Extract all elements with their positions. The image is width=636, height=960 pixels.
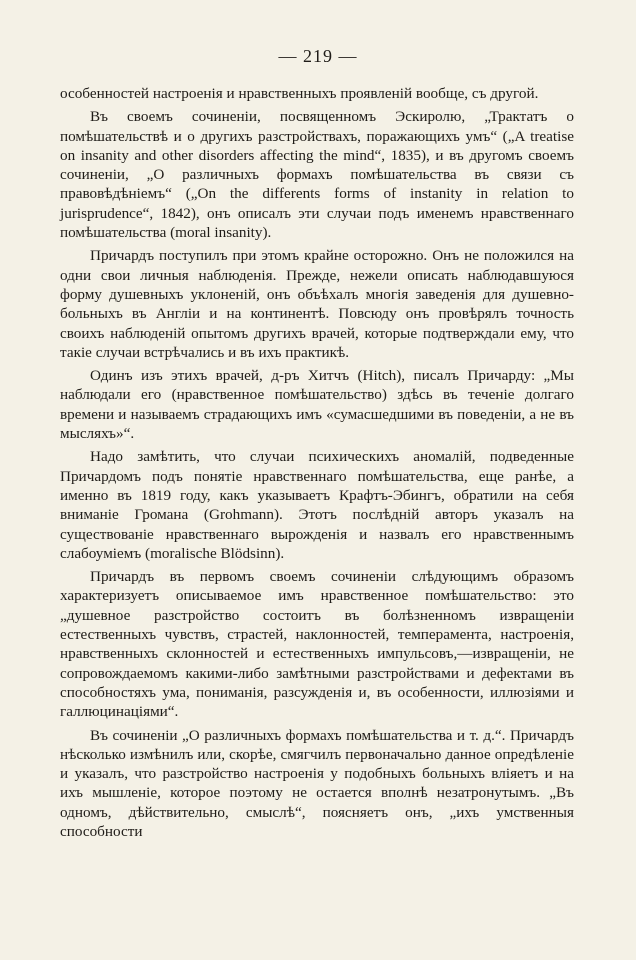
paragraph: Надо замѣтить, что случаи психическихъ аномалій, подведенные Причардомъ подъ понятіе нравственнаго помѣшательства, еще ранѣе, а именно въ 1819 году, какъ указываетъ Крафтъ-Эбингъ, обратили на себя вниманіе Громана (Grohmann). Этотъ послѣдній авторъ указалъ на существованіе нравственнаго вырожденія и назвалъ его нравственнымъ слабоуміемъ (moralische Blödsinn).: [60, 448, 574, 562]
body-text: [60, 84, 574, 845]
page-number: — 219 —: [278, 46, 358, 66]
paragraph: Причардъ поступилъ при этомъ крайне осторожно. Онъ не положился на одни свои личныя наблюденія. Прежде, нежели описать наблюдавшуюся форму душевныхъ уклоненій, онъ объѣхалъ многія заведенія для душевно-больныхъ въ Англіи и на континентѣ. Повсюду онъ провѣрялъ точность своихъ наблюденій опытомъ другихъ врачей, которые подтверждали ему, что такіе случаи встрѣчались и въ ихъ практикѣ.: [60, 247, 574, 361]
paragraph-continuation: особенностей настроенія и нравственныхъ проявленій вообще, съ другой.: [60, 85, 539, 102]
paragraph: Въ сочиненіи „О различныхъ формахъ помѣшательства и т. д.“. Причардъ нѣсколько измѣнилъ или, скорѣе, смягчилъ первоначально данное опредѣленіе и указалъ, что разстройство настроенія у подобныхъ больныхъ вліяетъ и на ихъ мышленіе, которое поэтому не остается вполнѣ незатронутымъ. „Въ одномъ, дѣйствительно, смыслѣ“, поясняетъ онъ, „ихъ умственныя способности: [60, 726, 574, 840]
paragraph: Одинъ изъ этихъ врачей, д-ръ Хитчъ (Hitch), писалъ Причарду: „Мы наблюдали его (нравственное помѣшательство) здѣсь въ теченіе долгаго времени и называемъ страдающихъ имъ «сумасшедшими въ поведеніи, а не въ мысляхъ»“.: [60, 367, 574, 443]
paragraph: Причардъ въ первомъ своемъ сочиненіи слѣдующимъ образомъ характеризуетъ описываемое имъ нравственное помѣшательство: это „душевное разстройство состоитъ въ болѣзненномъ извращеніи естественныхъ чувствъ, страстей, наклонностей, темперамента, настроенія, нравственныхъ склонностей и естественныхъ импульсовъ,—извращеніи, не сопровождаемомъ какими-либо замѣтными разстройствами и дефектами въ способностяхъ ума, пониманія, разсужденія и, въ особенности, иллюзіями и галлюцинаціями“.: [60, 568, 574, 721]
paragraph: Въ своемъ сочиненіи, посвященномъ Эскиролю, „Трактатъ о помѣшательствѣ и о другихъ разстройствахъ, поражающихъ умъ“ („A treatise on insanity and other disorders affecting the mind“, 1835), и въ другомъ своемъ сочиненіи, „О различныхъ формахъ помѣшательства въ связи съ правовѣдѣніемъ“ („On the differents forms of instanity in relation to jurisprudence“, 1842), онъ описалъ эти случаи подъ именемъ нравственнаго помѣшательства (moral insanity).: [60, 108, 574, 242]
